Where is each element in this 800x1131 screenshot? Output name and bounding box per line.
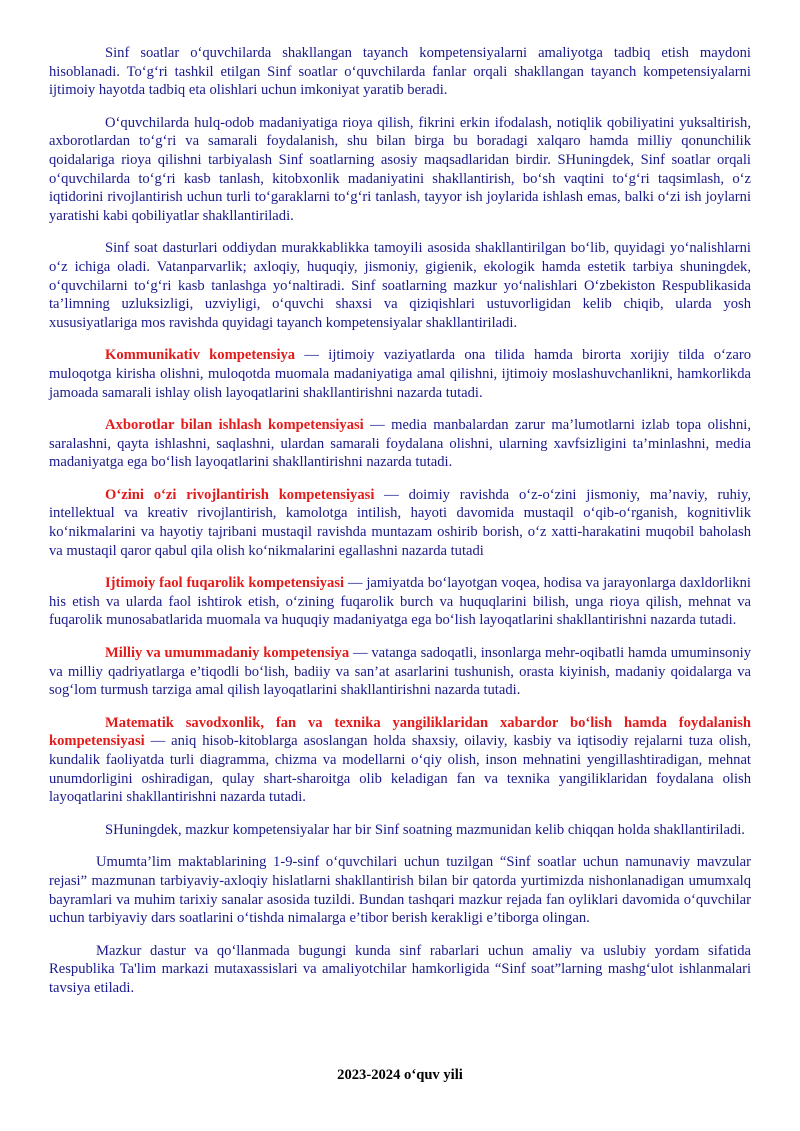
competency-description: — ijtimoiy vaziyatlarda ona tilida hamda birorta xorijiy tilda o‘zaro muloqotga kirisha olishni, muloqotda muomala madaniyatiga amal qilishni, ijtimoiy moslashuvchanlikni, hamkorlikda jamoada samarali ishlay olish layoqatlarini shakllantirishni nazarda tutadi. <box>49 347 751 401</box>
competency-description: — media manbalardan zarur ma’lumotlarni izlab topa olishni, saralashni, qayta ishlashni, saqlashni, ulardan samarali foydalana olishni, ularning xavfsizligini ta’minlashni, media madaniyatga ega bo‘lish layoqatlarini shakllantirishni nazarda tutadi. <box>49 417 751 471</box>
intro-paragraph-3: Sinf soat dasturlari oddiydan murakkablikka tamoyili asosida shakllantirilgan bo‘lib, quyidagi yo‘nalishlarni o‘z ichiga oladi. Vatanparvarlik; axloqiy, huquqiy, jismoniy, gigienik, ekologik hamda estetik tarbiya shuningdek, o‘quvchilarni to‘g‘ri kasb tanlashga yo‘naltiradi. Sinf soatlarning mazkur yo‘nalishlari O‘zbekiston Respublikasida ta’limning uzluksizligi, uzviyligi, o‘quvchi shaxsi va qiziqishlari ustuvorligidan kelib chiqib, ularda yosh xususiyatlariga mos ravishda quyidagi tayanch kompetensiyalar shakllantiriladi. <box>49 240 751 331</box>
closing-paragraph-1: SHuningdek, mazkur kompetensiyalar har bir Sinf soatning mazmunidan kelib chiqqan holda shakllantiriladi. <box>105 821 745 838</box>
competency-term: Axborotlar bilan ishlash kompetensiyasi <box>105 417 364 434</box>
competency-paragraph-information <box>49 416 751 472</box>
document-page <box>49 44 751 1012</box>
competency-term: O‘zini o‘zi rivojlantirish kompetensiyasi <box>105 486 375 503</box>
competency-description: — doimiy ravishda o‘z-o‘zini jismoniy, ma’naviy, ruhiy, intellektual va kreativ rivojlantirish, kamolotga intilish, hayoti davomida mustaqil o‘qib-o‘rganish, kognitivlik ko‘nikmalarini va hayotiy tajribani mustaqil ravishda muntazam oshirib borish, o‘z xatti-harakatini muqobil baholash va mustaqil qaror qabul qila olish ko‘nikmalarini egallashni nazarda tutadi <box>49 486 751 559</box>
competency-description: — vatanga sadoqatli, insonlarga mehr-oqibatli hamda umuminsoniy va milliy qadriyatlarga e’tiqodli bo‘lish, badiiy va san’at asarlarini tushunish, orasta kiyinish, madaniy qoidalarga va sog‘lom turmush tarziga amal qilish layoqatlarini shakllantirishni nazarda tutadi. <box>49 645 752 699</box>
academic-year-footer: 2023-2024 o‘quv yili <box>337 1067 463 1083</box>
competency-description: — jamiyatda bo‘layotgan voqea, hodisa va jarayonlarga daxldorlikni his etish va ularda faol ishtirok etish, o‘zining fuqarolik burch va huquqlarini bilish, unga rioya qilish, mehnat va fuqarolik munosabatlarida muomala va huquqiy madaniyatga ega bo‘lish layoqatlarini shakllantirishni nazarda tutadi. <box>49 575 751 629</box>
competency-paragraph-communicative <box>49 346 751 402</box>
competency-term: Kommunikativ kompetensiya <box>105 347 296 364</box>
competency-paragraph-mathematical <box>49 714 751 807</box>
competency-term: Matematik savodxonlik, fan va texnika yangiliklaridan xabardor bo‘lish hamda foydalanish kompetensiyasi <box>49 714 751 750</box>
closing-paragraph-3: Mazkur dastur va qo‘llanmada bugungi kunda sinf rabarlari uchun amaliy va uslubiy yordam sifatida Respublika Ta'lim markazi mutaxassislari va amaliyotchilar hamkorligida “Sinf soat”larning mashg‘ulot ishlanmalari tavsiya etiladi. <box>49 942 751 996</box>
intro-paragraph-1: Sinf soatlar o‘quvchilarda shakllangan tayanch kompetensiyalarni amaliyotga tadbiq etish maydoni hisoblanadi. To‘g‘ri tashkil etilgan Sinf soatlar o‘quvchilarda fanlar orqali shakllangan tayanch kompetensiyalarni ijtimoiy hayotda tadbiq eta olishlari uchun imkoniyat yaratib beradi. <box>49 45 751 99</box>
competency-term: Ijtimoiy faol fuqarolik kompetensiyasi <box>105 575 345 592</box>
closing-paragraph-2: Umumta’lim maktablarining 1-9-sinf o‘quvchilari uchun tuzilgan “Sinf soatlar uchun namunaviy mavzular rejasi” mazmunan tarbiyaviy-axloqiy hislatlarni shakllantirish bilan bir qatorda yurtimizda nishonlanadigan umumxalq bayramlari va muhim tarixiy sanalar asosida tuzildi. Bundan tashqari mazkur rejada fan oyliklari davomida o‘quvchilar uchun tarbiyaviy dars soatlarini o‘tishda nimalarga e’tibor berish kerakligi e’tiborga olingan. <box>49 854 751 927</box>
competency-description: — aniq hisob-kitoblarga asoslangan holda shaxsiy, oilaviy, kasbiy va iqtisodiy rejalarni tuza olish, kundalik faoliyatda turli diagramma, chizma va modellarni o‘qiy olish, inson mehnatini yengillashtiradigan, mehnat unumdorligini oshiradigan, qulay shart-sharoitga olib keladigan fan va texnika yangiliklaridan foydalana olish layoqatlarini shakllantirishni nazarda tutadi. <box>49 733 751 806</box>
competency-paragraph-civic <box>49 574 751 630</box>
intro-paragraph-2: O‘quvchilarda hulq-odob madaniyatiga rioya qilish, fikrini erkin ifodalash, notiqlik qobiliyatini yuksaltirish, axborotlardan to‘g‘ri va samarali foydalanish, shu bilan birga bu boradagi xalqaro hamda milliy qonunchilik qoidalariga rioya qilishni tarbiyalash Sinf soatlarning asosiy maqsadlaridan birdir. SHuningdek, Sinf soatlar orqali o‘quvchilarda to‘g‘ri kasb tanlash, kitobxonlik madaniyatini shakllantirish, bo‘sh vaqtini to‘g‘ri taqsimlash, o‘z iqtidorini rivojlantirish uchun turli to‘garaklarni to‘g‘ri tanlash, tayyor ish joylarida ishlash emas, balki o‘zi ish joylarni yaratishi kabi qobiliyatlar shakllantiriladi. <box>49 114 751 224</box>
competency-paragraph-self-development <box>49 486 751 560</box>
competency-term: Milliy va umummadaniy kompetensiya <box>105 645 350 662</box>
competency-paragraph-cultural <box>49 644 751 700</box>
